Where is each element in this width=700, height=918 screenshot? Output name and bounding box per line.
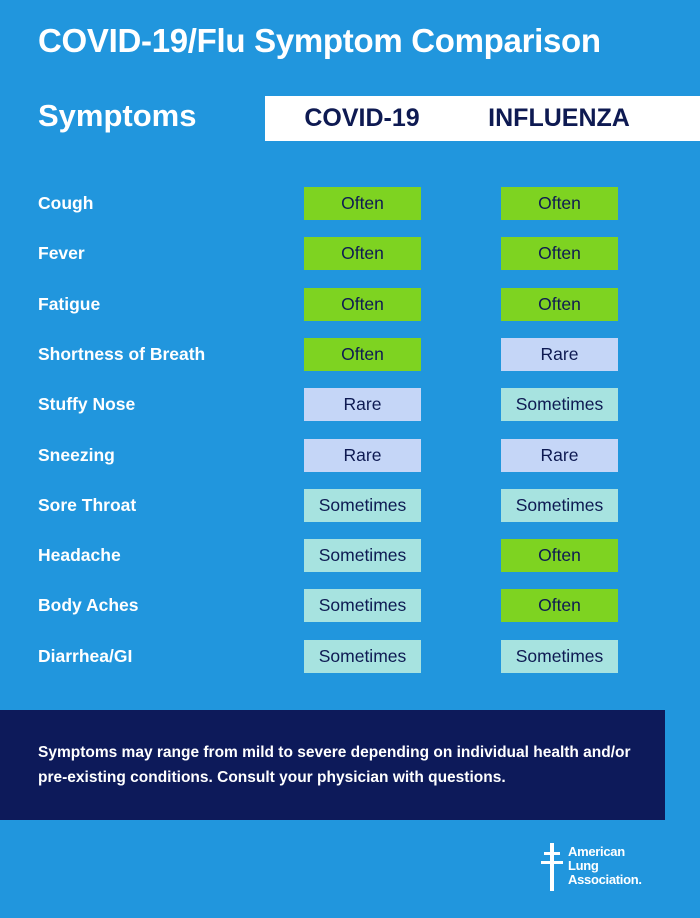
symptom-label: Fever	[38, 243, 85, 263]
table-row	[0, 288, 700, 321]
table-row	[0, 187, 700, 220]
influenza-column-heading: INFLUENZA	[488, 104, 630, 132]
table-row	[0, 640, 700, 673]
covid-column-heading: COVID-19	[304, 104, 420, 132]
influenza-frequency-badge: Sometimes	[501, 640, 618, 673]
covid-frequency-badge: Often	[304, 338, 421, 371]
table-row	[0, 589, 700, 622]
table-row	[0, 539, 700, 572]
symptom-label: Body Aches	[38, 595, 139, 615]
table-row	[0, 388, 700, 421]
disclaimer-box	[0, 710, 665, 820]
logo-text	[568, 845, 642, 887]
covid-frequency-badge: Sometimes	[304, 539, 421, 572]
influenza-frequency-badge: Sometimes	[501, 388, 618, 421]
influenza-frequency-badge: Often	[501, 237, 618, 270]
symptom-label: Sore Throat	[38, 495, 137, 515]
influenza-frequency-badge: Often	[501, 187, 618, 220]
symptom-label: Diarrhea/GI	[38, 646, 133, 666]
influenza-frequency-badge: Rare	[501, 338, 618, 371]
symptom-label: Stuffy Nose	[38, 394, 136, 414]
covid-frequency-badge: Sometimes	[304, 489, 421, 522]
covid-frequency-badge: Often	[304, 187, 421, 220]
covid-frequency-badge: Rare	[304, 439, 421, 472]
symptoms-column-heading: Symptoms	[38, 98, 197, 133]
double-cross-icon	[540, 843, 564, 891]
symptom-label: Cough	[38, 193, 94, 213]
influenza-frequency-badge: Rare	[501, 439, 618, 472]
logo-line-2: Lung	[568, 858, 599, 873]
covid-frequency-badge: Rare	[304, 388, 421, 421]
influenza-frequency-badge: Often	[501, 288, 618, 321]
covid-frequency-badge: Sometimes	[304, 640, 421, 673]
table-row	[0, 338, 700, 371]
symptom-label: Fatigue	[38, 294, 101, 314]
symptom-label: Headache	[38, 545, 121, 565]
symptom-label: Sneezing	[38, 445, 115, 465]
table-row	[0, 439, 700, 472]
covid-frequency-badge: Sometimes	[304, 589, 421, 622]
american-lung-association-logo	[540, 843, 680, 893]
logo-line-1: American	[568, 844, 625, 859]
page-title: COVID-19/Flu Symptom Comparison	[38, 22, 601, 59]
covid-frequency-badge: Often	[304, 237, 421, 270]
influenza-frequency-badge: Sometimes	[501, 489, 618, 522]
symptom-label: Shortness of Breath	[38, 344, 206, 364]
influenza-frequency-badge: Often	[501, 589, 618, 622]
covid-frequency-badge: Often	[304, 288, 421, 321]
influenza-frequency-badge: Often	[501, 539, 618, 572]
table-row	[0, 489, 700, 522]
disclaimer-text: Symptoms may range from mild to severe depending on individual health and/or pre-existing conditions. Consult your physician with questions.	[38, 744, 631, 786]
logo-line-3: Association.	[568, 872, 642, 887]
table-row	[0, 237, 700, 270]
